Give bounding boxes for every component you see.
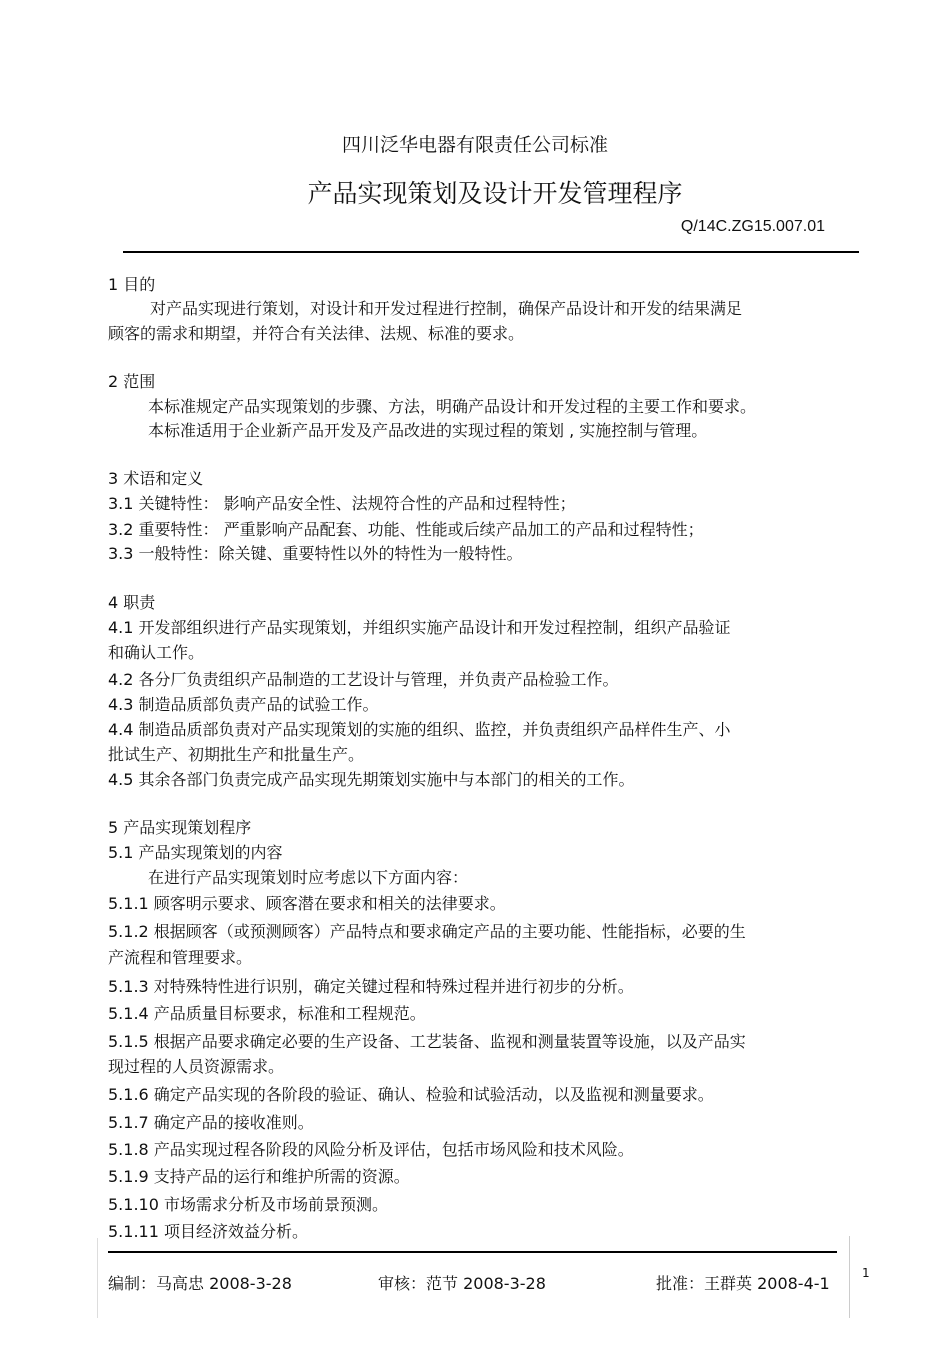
definition-3-1: 3.1 关键特性： 影响产品安全性、法规符合性的产品和过程特性； (108, 494, 576, 513)
subsection-5-1-heading: 5.1 产品实现策划的内容 (108, 843, 283, 862)
footer-divider (108, 1251, 837, 1253)
item-5-1-6: 5.1.6 确定产品实现的各阶段的验证、确认、检验和试验活动，以及监视和测量要求。 (108, 1085, 714, 1104)
section-1-paragraph-line2: 顾客的需求和期望，并符合有关法律、法规、标准的要求。 (108, 324, 525, 343)
section-2-heading: 2 范围 (108, 372, 156, 391)
item-5-1-11: 5.1.11 项目经济效益分析。 (108, 1222, 308, 1241)
header-divider (123, 251, 859, 253)
section-1-paragraph-line1: 对产品实现进行策划，对设计和开发过程进行控制，确保产品设计和开发的结果满足 (150, 299, 743, 318)
duty-4-2: 4.2 各分厂负责组织产品制造的工艺设计与管理，并负责产品检验工作。 (108, 670, 619, 689)
footer-reviewer: 审核：范节 2008-3-28 (378, 1274, 546, 1293)
footer-author: 编制：马高忠 2008-3-28 (108, 1274, 292, 1293)
section-1-heading: 1 目的 (108, 275, 156, 294)
document-title: 产品实现策划及设计开发管理程序 (307, 179, 683, 208)
item-5-1-10: 5.1.10 市场需求分析及市场前景预测。 (108, 1195, 388, 1214)
item-5-1-8: 5.1.8 产品实现过程各阶段的风险分析及评估，包括市场风险和技术风险。 (108, 1140, 634, 1159)
item-5-1-5-line2: 现过程的人员资源需求。 (108, 1057, 285, 1076)
item-5-1-4: 5.1.4 产品质量目标要求，标准和工程规范。 (108, 1004, 426, 1023)
definition-3-2: 3.2 重要特性： 严重影响产品配套、功能、性能或后续产品加工的产品和过程特性； (108, 520, 704, 539)
section-4-heading: 4 职责 (108, 593, 156, 612)
subsection-5-1-intro: 在进行产品实现策划时应考虑以下方面内容： (148, 868, 469, 887)
item-5-1-3: 5.1.3 对特殊特性进行识别，确定关键过程和特殊过程并进行初步的分析。 (108, 977, 634, 996)
section-5-heading: 5 产品实现策划程序 (108, 818, 252, 837)
item-5-1-2-line2: 产流程和管理要求。 (108, 948, 253, 967)
footer-approver: 批准：王群英 2008-4-1 (656, 1274, 830, 1293)
duty-4-4-line2: 批试生产、初期批生产和批量生产。 (108, 745, 365, 764)
item-5-1-2-line1: 5.1.2 根据顾客（或预测顾客）产品特点和要求确定产品的主要功能、性能指标，必要的生 (108, 922, 746, 941)
item-5-1-5-line1: 5.1.5 根据产品要求确定必要的生产设备、工艺装备、监视和测量装置等设施，以及产品实 (108, 1032, 746, 1051)
section-2-paragraph-2: 本标准适用于企业新产品开发及产品改进的实现过程的策划 , 实施控制与管理。 (148, 421, 708, 440)
duty-4-1-line1: 4.1 开发部组织进行产品实现策划，并组织实施产品设计和开发过程控制，组织产品验证 (108, 618, 731, 637)
right-margin-line (849, 1236, 850, 1318)
duty-4-5: 4.5 其余各部门负责完成产品实现先期策划实施中与本部门的相关的工作。 (108, 770, 635, 789)
duty-4-4-line1: 4.4 制造品质部负责对产品实现策划的实施的组织、监控，并负责组织产品样件生产、小 (108, 720, 731, 739)
company-standard-title: 四川泛华电器有限责任公司标准 (341, 134, 608, 156)
item-5-1-1: 5.1.1 顾客明示要求、顾客潜在要求和相关的法律要求。 (108, 894, 506, 913)
item-5-1-9: 5.1.9 支持产品的运行和维护所需的资源。 (108, 1167, 410, 1186)
page-number: 1 (862, 1266, 870, 1280)
duty-4-3: 4.3 制造品质部负责产品的试验工作。 (108, 695, 379, 714)
duty-4-1-line2: 和确认工作。 (108, 643, 205, 662)
item-5-1-7: 5.1.7 确定产品的接收准则。 (108, 1113, 314, 1132)
section-2-paragraph-1: 本标准规定产品实现策划的步骤、方法，明确产品设计和开发过程的主要工作和要求。 (148, 397, 757, 416)
left-margin-line (97, 1238, 98, 1318)
document-number: Q/14C.ZG15.007.01 (680, 218, 825, 235)
definition-3-3: 3.3 一般特性：除关键、重要特性以外的特性为一般特性。 (108, 544, 523, 563)
section-3-heading: 3 术语和定义 (108, 469, 204, 488)
